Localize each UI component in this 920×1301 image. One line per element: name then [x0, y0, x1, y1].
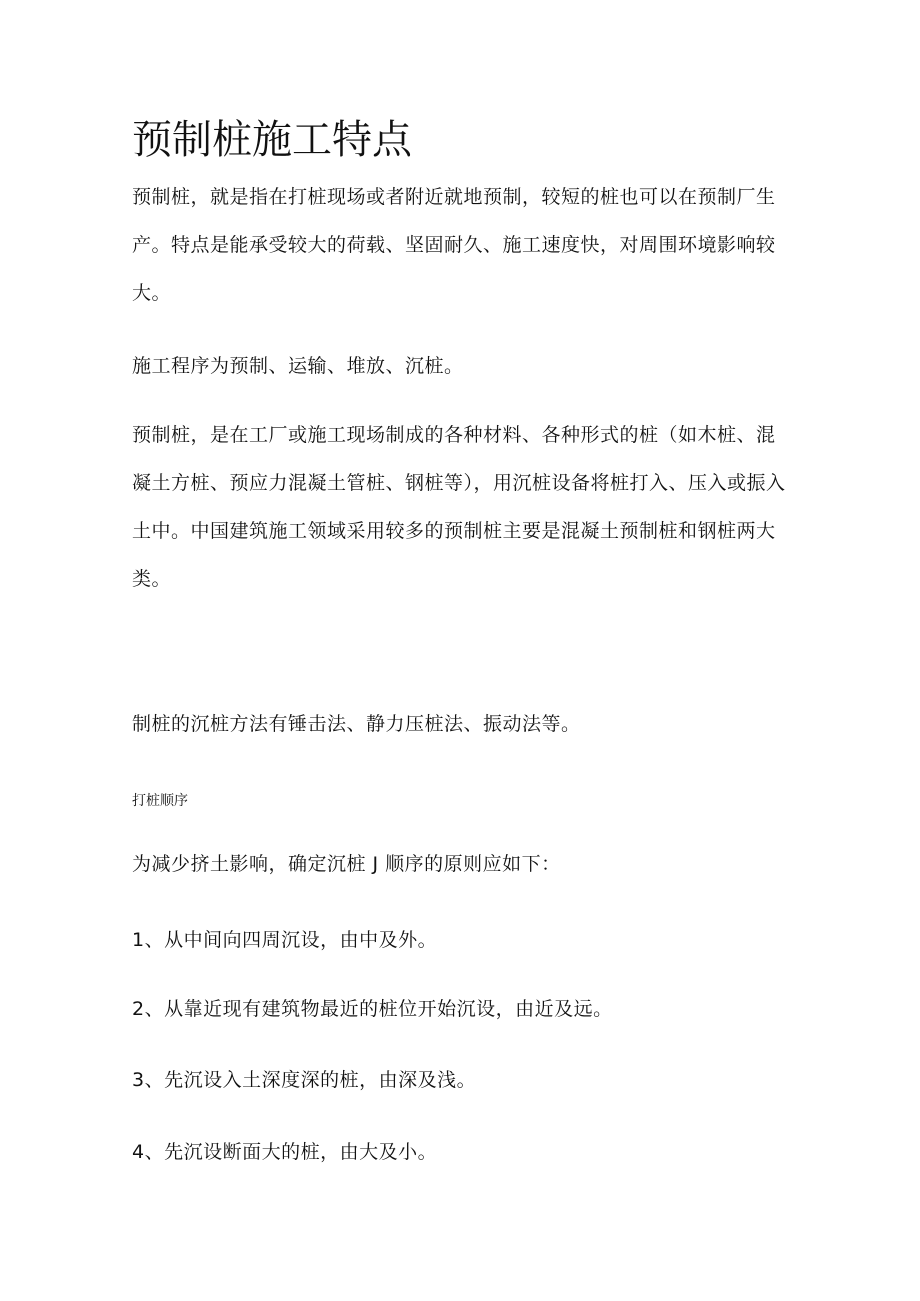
principle-item: 1、从中间向四周沉设，由中及外。: [132, 929, 438, 951]
principle-intro: 为减少挤土影响，确定沉桩 J 顺序的原则应如下：: [132, 853, 561, 875]
subheading-pile-order: 打桩顺序: [132, 793, 188, 809]
paragraph-methods: 制桩的沉桩方法有锤击法、静力压桩法、振动法等。: [132, 713, 581, 735]
principle-item: 2、从靠近现有建筑物最近的桩位开始沉设，由近及远。: [132, 998, 613, 1020]
principle-item: 4、先沉设断面大的桩，由大及小。: [132, 1141, 438, 1163]
page-title: 预制桩施工特点: [132, 117, 412, 163]
paragraph-definition: 预制桩，就是指在打桩现场或者附近就地预制，较短的桩也可以在预制厂生产。特点是能承受较大的荷载、坚固耐久、施工速度快，对周围环境影响较大。: [132, 186, 776, 304]
paragraph-procedure: 施工程序为预制、运输、堆放、沉桩。: [132, 355, 464, 377]
principle-item: 3、先沉设入土深度深的桩，由深及浅。: [132, 1069, 477, 1091]
paragraph-description: 预制桩，是在工厂或施工现场制成的各种材料、各种形式的桩（如木桩、混凝土方桩、预应力混凝土管桩、钢桩等），用沉桩设备将桩打入、压入或振入土中。中国建筑施工领域采用较多的预制桩主要是混凝土预制桩和钢桩两大类。: [132, 424, 786, 590]
